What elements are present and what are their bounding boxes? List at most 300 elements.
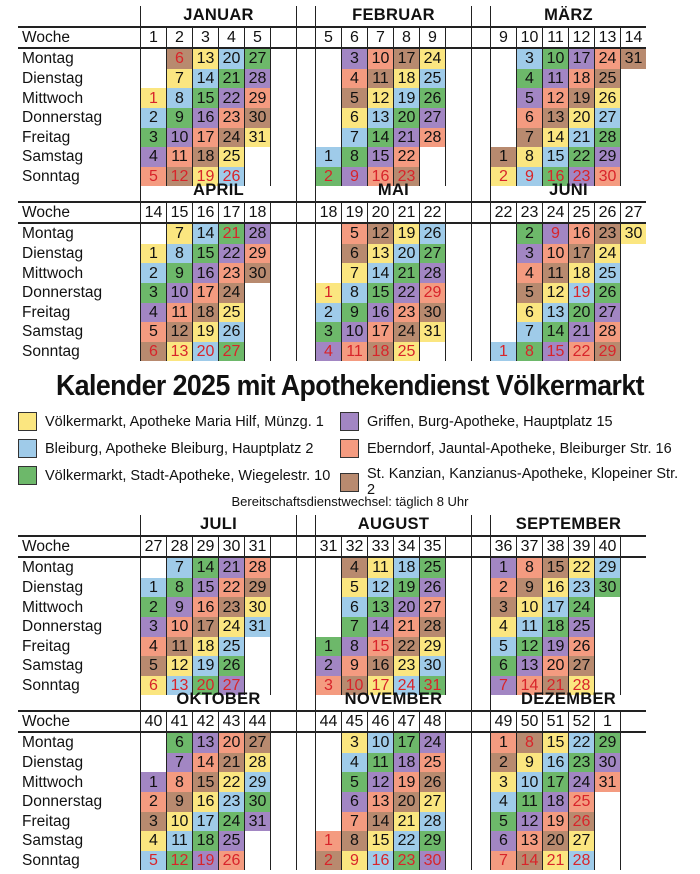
week-number: 44 bbox=[316, 711, 342, 733]
day-cell: 26 bbox=[219, 656, 245, 676]
day-cell: 1 bbox=[141, 244, 167, 264]
week-label: Woche bbox=[18, 27, 141, 49]
day-cell: 24 bbox=[219, 812, 245, 832]
week-number: 18 bbox=[316, 202, 342, 224]
day-cell: 24 bbox=[595, 244, 621, 264]
week-number: 44 bbox=[245, 711, 271, 733]
day-cell: 1 bbox=[141, 772, 167, 792]
day-cell: 28 bbox=[420, 263, 446, 283]
day-cell: 13 bbox=[517, 656, 543, 676]
month-name: SEPTEMBER bbox=[491, 515, 647, 536]
day-cell: 29 bbox=[595, 147, 621, 167]
day-cell: 4 bbox=[316, 342, 342, 362]
day-cell: 22 bbox=[569, 732, 595, 753]
calendar-block-q2 bbox=[18, 181, 646, 361]
day-cell: 12 bbox=[167, 851, 193, 871]
day-cell: 5 bbox=[342, 88, 368, 108]
week-number: 17 bbox=[219, 202, 245, 224]
week-number: 40 bbox=[595, 536, 621, 558]
legend-label: Völkermarkt, Apotheke Maria Hilf, Münzg. 1 bbox=[45, 413, 324, 430]
day-cell: 5 bbox=[141, 167, 167, 187]
week-number: 18 bbox=[245, 202, 271, 224]
day-cell: 23 bbox=[595, 223, 621, 244]
day-cell: 1 bbox=[491, 732, 517, 753]
day-cell: 22 bbox=[394, 283, 420, 303]
week-number: 10 bbox=[517, 27, 543, 49]
day-cell: 16 bbox=[569, 223, 595, 244]
week-number: 9 bbox=[420, 27, 446, 49]
page-title: Kalender 2025 mit Apothekendienst Völkermarkt bbox=[55, 370, 645, 402]
day-cell: 28 bbox=[420, 617, 446, 637]
day-cell: 18 bbox=[543, 792, 569, 812]
day-cell: 19 bbox=[569, 283, 595, 303]
legend-item bbox=[340, 439, 672, 458]
day-cell: 9 bbox=[517, 578, 543, 598]
day-cell: 7 bbox=[517, 322, 543, 342]
week-number: 29 bbox=[193, 536, 219, 558]
weekday-label: Sonntag bbox=[22, 168, 80, 186]
day-cell: 6 bbox=[167, 732, 193, 753]
day-cell: 20 bbox=[193, 342, 219, 362]
day-cell: 29 bbox=[595, 732, 621, 753]
day-cell: 5 bbox=[491, 812, 517, 832]
month-name: JANUAR bbox=[141, 6, 297, 27]
day-cell: 2 bbox=[141, 108, 167, 128]
day-cell: 1 bbox=[316, 637, 342, 657]
weekday-label: Samstag bbox=[22, 148, 84, 166]
day-cell: 22 bbox=[219, 772, 245, 792]
day-cell: 10 bbox=[342, 676, 368, 696]
day-cell: 19 bbox=[193, 167, 219, 187]
day-cell: 9 bbox=[167, 263, 193, 283]
day-cell: 25 bbox=[420, 753, 446, 773]
week-number: 3 bbox=[193, 27, 219, 49]
day-cell: 25 bbox=[595, 69, 621, 89]
day-cell: 17 bbox=[193, 283, 219, 303]
legend-swatch bbox=[340, 439, 359, 458]
day-cell: 26 bbox=[569, 812, 595, 832]
legend-label: Bleiburg, Apotheke Bleiburg, Hauptplatz 2 bbox=[45, 440, 314, 457]
day-cell: 17 bbox=[394, 48, 420, 69]
day-cell: 1 bbox=[316, 283, 342, 303]
day-cell: 2 bbox=[141, 263, 167, 283]
day-cell: 26 bbox=[420, 223, 446, 244]
day-cell: 28 bbox=[245, 557, 271, 578]
day-cell: 10 bbox=[167, 128, 193, 148]
day-cell: 7 bbox=[342, 128, 368, 148]
day-cell: 5 bbox=[342, 223, 368, 244]
day-cell: 26 bbox=[595, 283, 621, 303]
day-cell: 28 bbox=[569, 676, 595, 696]
weekday-label: Samstag bbox=[22, 323, 84, 341]
day-cell: 14 bbox=[368, 128, 394, 148]
day-cell: 7 bbox=[167, 223, 193, 244]
week-number: 24 bbox=[543, 202, 569, 224]
day-cell: 27 bbox=[569, 656, 595, 676]
week-number: 42 bbox=[193, 711, 219, 733]
day-cell: 2 bbox=[141, 597, 167, 617]
day-cell: 30 bbox=[245, 263, 271, 283]
week-number: 5 bbox=[316, 27, 342, 49]
day-cell: 7 bbox=[342, 617, 368, 637]
day-cell: 16 bbox=[543, 753, 569, 773]
week-number: 31 bbox=[245, 536, 271, 558]
day-cell: 6 bbox=[167, 48, 193, 69]
week-number: 12 bbox=[569, 27, 595, 49]
day-cell: 4 bbox=[342, 69, 368, 89]
month-name: AUGUST bbox=[316, 515, 472, 536]
day-cell: 4 bbox=[491, 617, 517, 637]
weekday-label: Montag bbox=[22, 225, 74, 243]
day-cell: 10 bbox=[342, 322, 368, 342]
day-cell: 25 bbox=[595, 263, 621, 283]
week-number: 9 bbox=[491, 27, 517, 49]
legend-swatch bbox=[18, 439, 37, 458]
calendar-table bbox=[18, 515, 646, 695]
day-cell: 15 bbox=[543, 147, 569, 167]
month-name: MÄRZ bbox=[491, 6, 647, 27]
day-cell: 1 bbox=[491, 342, 517, 362]
day-cell: 31 bbox=[245, 128, 271, 148]
day-cell: 19 bbox=[394, 223, 420, 244]
day-cell: 21 bbox=[394, 263, 420, 283]
day-cell: 6 bbox=[517, 303, 543, 323]
day-cell: 29 bbox=[595, 557, 621, 578]
day-cell: 27 bbox=[245, 732, 271, 753]
day-cell: 12 bbox=[368, 772, 394, 792]
day-cell: 11 bbox=[167, 637, 193, 657]
day-cell: 19 bbox=[394, 578, 420, 598]
week-number: 1 bbox=[595, 711, 621, 733]
day-cell: 2 bbox=[491, 578, 517, 598]
calendar-table bbox=[18, 6, 646, 186]
day-cell: 23 bbox=[569, 578, 595, 598]
legend-item bbox=[18, 466, 330, 485]
day-cell: 23 bbox=[219, 108, 245, 128]
day-cell: 14 bbox=[193, 223, 219, 244]
day-cell: 5 bbox=[342, 578, 368, 598]
day-cell: 9 bbox=[342, 656, 368, 676]
day-cell: 27 bbox=[569, 831, 595, 851]
day-cell: 18 bbox=[193, 303, 219, 323]
weekday-label: Mittwoch bbox=[22, 264, 84, 282]
day-cell: 20 bbox=[543, 656, 569, 676]
day-cell: 13 bbox=[543, 108, 569, 128]
day-cell: 16 bbox=[193, 108, 219, 128]
day-cell: 21 bbox=[219, 753, 245, 773]
day-cell: 24 bbox=[219, 617, 245, 637]
week-number: 11 bbox=[543, 27, 569, 49]
day-cell: 27 bbox=[219, 342, 245, 362]
day-cell: 30 bbox=[595, 578, 621, 598]
day-cell: 2 bbox=[316, 303, 342, 323]
legend-item bbox=[18, 439, 313, 458]
day-cell: 24 bbox=[569, 772, 595, 792]
day-cell: 1 bbox=[141, 578, 167, 598]
day-cell: 12 bbox=[167, 167, 193, 187]
day-cell: 15 bbox=[543, 342, 569, 362]
day-cell: 26 bbox=[420, 88, 446, 108]
day-cell: 23 bbox=[219, 597, 245, 617]
week-number: 4 bbox=[219, 27, 245, 49]
week-number: 49 bbox=[491, 711, 517, 733]
day-cell: 18 bbox=[394, 557, 420, 578]
day-cell: 14 bbox=[517, 676, 543, 696]
day-cell: 3 bbox=[141, 812, 167, 832]
day-cell: 30 bbox=[621, 223, 647, 244]
day-cell: 26 bbox=[219, 167, 245, 187]
day-cell: 13 bbox=[193, 48, 219, 69]
day-cell: 29 bbox=[245, 772, 271, 792]
day-cell: 15 bbox=[543, 557, 569, 578]
day-cell: 13 bbox=[193, 732, 219, 753]
day-cell: 12 bbox=[167, 656, 193, 676]
day-cell: 25 bbox=[420, 557, 446, 578]
day-cell: 13 bbox=[167, 342, 193, 362]
day-cell: 29 bbox=[245, 244, 271, 264]
day-cell: 14 bbox=[368, 263, 394, 283]
week-number: 52 bbox=[569, 711, 595, 733]
shift-change-note: Bereitschaftsdienstwechsel: täglich 8 Uhr bbox=[231, 494, 469, 509]
calendar-block-q4 bbox=[18, 690, 646, 870]
day-cell: 11 bbox=[517, 792, 543, 812]
day-cell: 10 bbox=[543, 48, 569, 69]
day-cell: 23 bbox=[394, 851, 420, 871]
week-number: 41 bbox=[167, 711, 193, 733]
day-cell: 14 bbox=[543, 128, 569, 148]
weekday-label: Mittwoch bbox=[22, 773, 84, 791]
day-cell: 12 bbox=[167, 322, 193, 342]
month-name: OKTOBER bbox=[141, 690, 297, 711]
day-cell: 8 bbox=[517, 147, 543, 167]
day-cell: 15 bbox=[543, 732, 569, 753]
week-number: 20 bbox=[368, 202, 394, 224]
day-cell: 24 bbox=[420, 48, 446, 69]
month-name: FEBRUAR bbox=[316, 6, 472, 27]
day-cell: 11 bbox=[368, 753, 394, 773]
day-cell: 19 bbox=[543, 812, 569, 832]
day-cell: 27 bbox=[219, 676, 245, 696]
day-cell: 13 bbox=[368, 244, 394, 264]
day-cell: 20 bbox=[219, 732, 245, 753]
calendar-table bbox=[18, 690, 646, 870]
day-cell: 27 bbox=[420, 792, 446, 812]
week-label: Woche bbox=[18, 202, 141, 224]
day-cell: 3 bbox=[517, 48, 543, 69]
day-cell: 29 bbox=[595, 342, 621, 362]
day-cell: 20 bbox=[219, 48, 245, 69]
day-cell: 4 bbox=[517, 263, 543, 283]
day-cell: 11 bbox=[517, 617, 543, 637]
day-cell: 12 bbox=[543, 88, 569, 108]
week-number: 28 bbox=[167, 536, 193, 558]
day-cell: 17 bbox=[569, 48, 595, 69]
week-number: 34 bbox=[394, 536, 420, 558]
day-cell: 27 bbox=[595, 303, 621, 323]
day-cell: 10 bbox=[167, 617, 193, 637]
weekday-label: Dienstag bbox=[22, 754, 84, 772]
day-cell: 20 bbox=[394, 108, 420, 128]
day-cell: 11 bbox=[167, 147, 193, 167]
day-cell: 16 bbox=[193, 792, 219, 812]
day-cell: 8 bbox=[517, 557, 543, 578]
day-cell: 4 bbox=[342, 557, 368, 578]
day-cell: 21 bbox=[219, 557, 245, 578]
week-number: 22 bbox=[491, 202, 517, 224]
week-number: 50 bbox=[517, 711, 543, 733]
day-cell: 6 bbox=[491, 656, 517, 676]
week-number: 16 bbox=[193, 202, 219, 224]
week-number: 32 bbox=[342, 536, 368, 558]
day-cell: 13 bbox=[368, 108, 394, 128]
day-cell: 16 bbox=[543, 578, 569, 598]
day-cell: 4 bbox=[342, 753, 368, 773]
day-cell: 10 bbox=[517, 597, 543, 617]
week-number: 1 bbox=[141, 27, 167, 49]
day-cell: 24 bbox=[219, 128, 245, 148]
day-cell: 27 bbox=[420, 108, 446, 128]
day-cell: 11 bbox=[368, 69, 394, 89]
week-number: 2 bbox=[167, 27, 193, 49]
day-cell: 5 bbox=[517, 88, 543, 108]
day-cell: 1 bbox=[141, 88, 167, 108]
weekday-label: Freitag bbox=[22, 128, 71, 146]
day-cell: 26 bbox=[420, 772, 446, 792]
week-number: 45 bbox=[342, 711, 368, 733]
day-cell: 11 bbox=[368, 557, 394, 578]
day-cell: 25 bbox=[394, 342, 420, 362]
day-cell: 6 bbox=[342, 792, 368, 812]
day-cell: 1 bbox=[316, 831, 342, 851]
day-cell: 22 bbox=[219, 578, 245, 598]
day-cell: 9 bbox=[517, 753, 543, 773]
day-cell: 10 bbox=[368, 48, 394, 69]
day-cell: 22 bbox=[569, 557, 595, 578]
weekday-label: Montag bbox=[22, 734, 74, 752]
day-cell: 19 bbox=[569, 88, 595, 108]
day-cell: 25 bbox=[219, 303, 245, 323]
day-cell: 31 bbox=[621, 48, 647, 69]
week-number: 31 bbox=[316, 536, 342, 558]
day-cell: 15 bbox=[368, 831, 394, 851]
week-number: 39 bbox=[569, 536, 595, 558]
legend-item bbox=[340, 412, 613, 431]
day-cell: 20 bbox=[193, 676, 219, 696]
day-cell: 18 bbox=[394, 69, 420, 89]
day-cell: 9 bbox=[167, 597, 193, 617]
day-cell: 9 bbox=[167, 108, 193, 128]
day-cell: 5 bbox=[491, 637, 517, 657]
day-cell: 23 bbox=[569, 753, 595, 773]
weekday-label: Montag bbox=[22, 50, 74, 68]
week-number: 40 bbox=[141, 711, 167, 733]
day-cell: 14 bbox=[193, 557, 219, 578]
day-cell: 16 bbox=[193, 263, 219, 283]
day-cell: 14 bbox=[368, 812, 394, 832]
day-cell: 15 bbox=[368, 637, 394, 657]
day-cell: 22 bbox=[569, 342, 595, 362]
day-cell: 30 bbox=[420, 656, 446, 676]
day-cell: 21 bbox=[569, 128, 595, 148]
day-cell: 16 bbox=[543, 167, 569, 187]
day-cell: 10 bbox=[167, 283, 193, 303]
day-cell: 29 bbox=[420, 831, 446, 851]
weekday-label: Samstag bbox=[22, 657, 84, 675]
day-cell: 17 bbox=[394, 732, 420, 753]
day-cell: 5 bbox=[517, 283, 543, 303]
week-number: 36 bbox=[491, 536, 517, 558]
day-cell: 17 bbox=[543, 597, 569, 617]
day-cell: 22 bbox=[394, 831, 420, 851]
day-cell: 21 bbox=[569, 322, 595, 342]
week-label: Woche bbox=[18, 711, 141, 733]
week-number: 35 bbox=[420, 536, 446, 558]
day-cell: 17 bbox=[193, 617, 219, 637]
day-cell: 12 bbox=[368, 578, 394, 598]
day-cell: 30 bbox=[420, 303, 446, 323]
day-cell: 26 bbox=[219, 851, 245, 871]
day-cell: 18 bbox=[543, 617, 569, 637]
day-cell: 17 bbox=[368, 676, 394, 696]
day-cell: 29 bbox=[420, 637, 446, 657]
day-cell: 4 bbox=[141, 303, 167, 323]
week-number: 38 bbox=[543, 536, 569, 558]
month-name: JULI bbox=[141, 515, 297, 536]
week-label: Woche bbox=[18, 536, 141, 558]
day-cell: 20 bbox=[394, 244, 420, 264]
week-number: 14 bbox=[621, 27, 647, 49]
day-cell: 27 bbox=[245, 48, 271, 69]
day-cell: 24 bbox=[394, 676, 420, 696]
day-cell: 9 bbox=[167, 792, 193, 812]
day-cell: 30 bbox=[245, 597, 271, 617]
day-cell: 11 bbox=[543, 263, 569, 283]
day-cell: 21 bbox=[543, 676, 569, 696]
day-cell: 18 bbox=[193, 637, 219, 657]
day-cell: 25 bbox=[420, 69, 446, 89]
week-number: 46 bbox=[368, 711, 394, 733]
week-number: 30 bbox=[219, 536, 245, 558]
day-cell: 8 bbox=[342, 147, 368, 167]
day-cell: 19 bbox=[394, 88, 420, 108]
day-cell: 7 bbox=[491, 676, 517, 696]
week-number: 19 bbox=[342, 202, 368, 224]
legend-label: Griffen, Burg-Apotheke, Hauptplatz 15 bbox=[367, 413, 613, 430]
week-number: 47 bbox=[394, 711, 420, 733]
day-cell: 18 bbox=[193, 831, 219, 851]
day-cell: 14 bbox=[368, 617, 394, 637]
day-cell: 14 bbox=[193, 69, 219, 89]
day-cell: 8 bbox=[342, 283, 368, 303]
day-cell: 3 bbox=[491, 597, 517, 617]
day-cell: 18 bbox=[368, 342, 394, 362]
day-cell: 20 bbox=[569, 108, 595, 128]
day-cell: 17 bbox=[368, 322, 394, 342]
week-number: 21 bbox=[394, 202, 420, 224]
weekday-label: Sonntag bbox=[22, 852, 80, 870]
day-cell: 8 bbox=[342, 831, 368, 851]
weekday-label: Samstag bbox=[22, 832, 84, 850]
calendar-table bbox=[18, 181, 646, 361]
day-cell: 12 bbox=[368, 223, 394, 244]
day-cell: 25 bbox=[219, 831, 245, 851]
day-cell: 5 bbox=[342, 772, 368, 792]
month-name: NOVEMBER bbox=[316, 690, 472, 711]
week-number: 26 bbox=[595, 202, 621, 224]
weekday-label: Mittwoch bbox=[22, 89, 84, 107]
day-cell: 24 bbox=[420, 732, 446, 753]
day-cell: 28 bbox=[245, 223, 271, 244]
